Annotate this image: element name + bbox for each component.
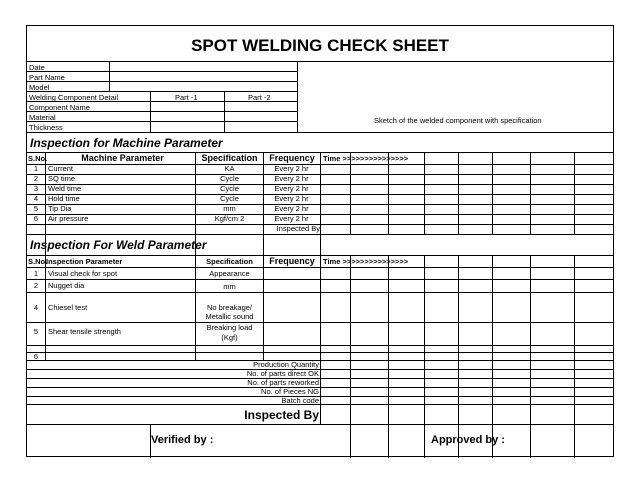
machine-row-param: SQ time <box>48 174 76 183</box>
time-col-line <box>492 424 493 458</box>
weld-row-spec: Appearance <box>209 269 250 278</box>
header-vline <box>109 61 110 91</box>
time-col-line <box>530 255 531 360</box>
machine-row-spec: mm <box>223 204 236 213</box>
header-vline <box>224 91 225 132</box>
inspected-by-label: Inspected By <box>244 408 319 422</box>
weld-row-spec: mm <box>223 282 236 291</box>
weld-row-no: 1 <box>33 269 39 278</box>
col-line <box>320 152 321 424</box>
reworked-label: No. of parts reworked <box>247 378 319 387</box>
ng-label: No. of Pieces NG <box>261 387 319 396</box>
title-divider <box>27 61 613 62</box>
weld-row-no: 6 <box>33 352 39 361</box>
weld-row-no: 4 <box>33 303 39 312</box>
col-line <box>150 424 151 458</box>
time-col-line <box>458 360 459 424</box>
weld-row-spec: Breaking load <box>206 323 253 332</box>
time-col-line <box>350 424 351 458</box>
time-col-line <box>574 152 575 234</box>
time-col-line <box>492 152 493 234</box>
machine-row-spec: Kgf/cm 2 <box>214 214 245 223</box>
section-divider <box>27 132 613 133</box>
batch-code-label: Batch code <box>281 396 319 405</box>
machine-row-spec: Cycle <box>220 184 239 193</box>
time-col-line <box>388 424 389 458</box>
time-col-line <box>492 255 493 360</box>
time-col-line <box>388 255 389 360</box>
machine-row-freq: Every 2 hr <box>274 164 309 173</box>
sketch-label: Sketch of the welded component with specification <box>374 116 542 125</box>
header-line <box>27 101 297 102</box>
weld-col-freq: Frequency <box>269 256 315 266</box>
time-col-line <box>574 360 575 424</box>
time-col-line <box>530 360 531 424</box>
weld-row-no: 5 <box>33 327 39 336</box>
time-col-line <box>424 360 425 424</box>
machine-row-no: 1 <box>33 164 39 173</box>
machine-section-title: Inspection for Machine Parameter <box>30 136 223 150</box>
component-name-label: Component Name <box>29 103 90 112</box>
model-label: Model <box>29 83 50 92</box>
time-col-line <box>424 424 425 458</box>
machine-row-no: 5 <box>33 204 39 213</box>
weld-col-param: Inspection Parameter <box>46 257 123 266</box>
machine-row-freq: Every 2 hr <box>274 174 309 183</box>
machine-row-param: Hold time <box>48 194 80 203</box>
machine-col-sno: S.No. <box>28 154 48 163</box>
header-line <box>27 81 297 82</box>
thickness-label: Thickness <box>29 123 63 132</box>
machine-row-param: Current <box>48 164 74 173</box>
machine-row-param: Air pressure <box>48 214 89 223</box>
direct-ok-label: No. of parts direct OK <box>246 369 319 378</box>
weld-row-spec-line2: (Kgf) <box>221 333 238 342</box>
machine-row-freq: Every 2 hr <box>274 214 309 223</box>
machine-row-spec: Cycle <box>220 174 239 183</box>
welding-component-detail-label: Welding Component Detail <box>29 93 119 102</box>
time-col-line <box>574 255 575 360</box>
weld-row-param: Visual check for spot <box>48 269 118 278</box>
header-line <box>27 71 297 72</box>
header-line <box>27 121 297 122</box>
time-col-line <box>388 360 389 424</box>
verified-by-label: Verified by : <box>151 434 214 446</box>
time-col-line <box>350 255 351 360</box>
weld-col-spec: Specification <box>206 257 253 266</box>
weld-row-param: Chiesel test <box>48 303 88 312</box>
machine-row-freq: Every 2 hr <box>274 204 309 213</box>
row-line <box>27 424 613 425</box>
machine-col-time: Time >>>>>>>>>>>>>>> <box>323 154 409 163</box>
header-vline <box>150 91 151 132</box>
weld-row-spec: No breakage/ <box>206 303 253 312</box>
time-col-line <box>424 152 425 234</box>
header-line <box>27 111 297 112</box>
machine-col-freq: Frequency <box>269 153 315 163</box>
machine-inspected-by: Inspected By <box>276 224 320 233</box>
machine-row-no: 2 <box>33 174 39 183</box>
machine-row-spec: Cycle <box>220 194 239 203</box>
weld-col-time: Time >>>>>>>>>>>>>>> <box>323 257 409 266</box>
weld-row-spec-line2: Metallic sound <box>205 312 254 321</box>
machine-row-param: Tip Dia <box>48 204 72 213</box>
time-col-line <box>530 152 531 234</box>
time-col-line <box>458 255 459 360</box>
date-label: Date <box>29 63 45 72</box>
weld-row-param: Nugget dia <box>48 281 85 290</box>
time-col-line <box>424 255 425 360</box>
time-col-line <box>350 360 351 424</box>
time-col-line <box>492 360 493 424</box>
machine-row-no: 3 <box>33 184 39 193</box>
header-line <box>27 91 297 92</box>
part2-label: Part -2 <box>248 93 271 102</box>
check-sheet <box>26 25 614 457</box>
time-col-line <box>388 152 389 234</box>
machine-col-param: Machine Parameter <box>81 153 164 163</box>
weld-col-sno: S.No. <box>28 257 48 266</box>
sheet-title: SPOT WELDING CHECK SHEET <box>191 36 449 55</box>
machine-row-freq: Every 2 hr <box>274 184 309 193</box>
weld-section-title: Inspection For Weld Parameter <box>30 238 207 252</box>
machine-row-no: 6 <box>33 214 39 223</box>
production-quantity-label: Production Quantity <box>253 360 319 369</box>
time-col-line <box>458 424 459 458</box>
header-vline <box>297 61 298 132</box>
weld-row-no: 2 <box>33 281 39 290</box>
machine-row-freq: Every 2 hr <box>274 194 309 203</box>
time-col-line <box>350 152 351 234</box>
machine-row-param: Weld time <box>48 184 82 193</box>
part1-label: Part -1 <box>175 93 198 102</box>
time-col-line <box>574 424 575 458</box>
material-label: Material <box>29 113 56 122</box>
col-line <box>263 152 264 360</box>
time-col-line <box>530 424 531 458</box>
machine-row-no: 4 <box>33 194 39 203</box>
time-col-line <box>458 152 459 234</box>
machine-col-spec: Specification <box>201 153 258 163</box>
approved-by-label: Approved by : <box>431 434 505 446</box>
weld-row-param: Shear tensile strength <box>48 327 121 336</box>
col-line <box>195 152 196 360</box>
machine-row-spec: KA <box>224 164 235 173</box>
col-line <box>45 152 46 360</box>
part-name-label: Part Name <box>29 73 65 82</box>
